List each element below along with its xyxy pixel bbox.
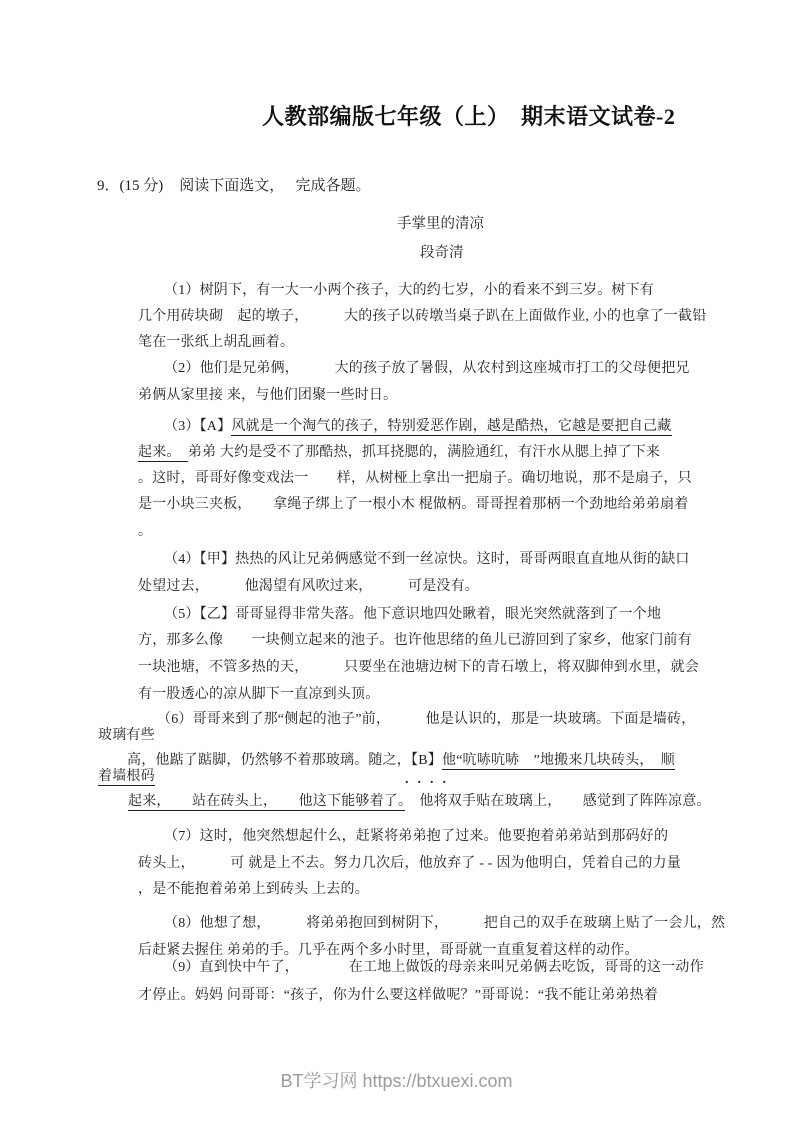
essay-title: 手掌里的清凉 (397, 216, 484, 232)
essay-text-line (138, 388, 397, 404)
essay-text-line (127, 753, 675, 769)
text-segment: （3）【A】 (164, 419, 232, 434)
text-segment: （5）【乙】哥哥显得非常失落。他下意识地四处瞅着，眼光突然就落到了一个地 (164, 607, 662, 622)
essay-text-line (138, 309, 706, 325)
underlined-segment: 起来。 (138, 445, 188, 460)
essay-text-line (164, 829, 668, 845)
text-segment: （2）他们是兄弟俩， 大的孩子放了暑假，从农村到这座城市打工的父母便把兄 (164, 361, 690, 376)
text-segment: 砖头上， 可 就是上不去。努力几次后，他放弃了 - - 因为他明白，凭着自己的力量 (138, 856, 681, 871)
essay-text-line (164, 607, 661, 623)
text-segment: （6）哥哥来到了那“侧起的池子”前， 他是认识的，那是一块玻璃。下面是墙砖， (157, 712, 696, 727)
emphasis-dots: .... (405, 772, 455, 787)
underlined-segment: 着墙根码 (98, 769, 155, 784)
text-segment: 。这时，哥哥好像变戏法一 样，从树桠上拿出一把扇子。确切地说，那不是扇子，只 (138, 471, 692, 486)
text-segment: ，是不能抱着弟弟上到砖头 上去的。 (138, 882, 369, 897)
essay-text-line (164, 419, 672, 435)
text-segment: （1）树阴下，有一大一小两个孩子，大的约七岁，小的看来不到三岁。树下有 (164, 283, 654, 298)
text-segment: 他将双手贴在玻璃上， 感觉到了阵阵凉意。 (405, 794, 711, 809)
text-segment: 高，他踮了踮脚，仍然够不着那玻璃。随之，【B】 (127, 753, 442, 768)
essay-text-line (164, 283, 654, 299)
question-header (97, 174, 371, 195)
essay-text-line (138, 471, 692, 487)
essay-text-line (138, 687, 379, 703)
essay-text-line (138, 943, 639, 959)
page-title: 人教部编版七年级（上） 期末语文试卷-2 (262, 104, 676, 129)
essay-text-line (164, 361, 690, 377)
text-segment: （4）【甲】热热的风让兄弟俩感觉不到一丝凉快。这时，哥哥两眼直直地从街的缺口 (164, 552, 690, 567)
essay-text-line (98, 728, 155, 744)
text-segment: 是一小块三夹板， 拿绳子绑上了一根小木 棍做柄。哥哥捏着那柄一个劲地给弟弟扇着 (138, 497, 689, 512)
essay-author: 段奇清 (420, 245, 464, 261)
essay-text-line (138, 445, 660, 461)
essay-text-line (138, 335, 294, 351)
footer-watermark: BT学习网 https://btxuexi.com (280, 1071, 513, 1091)
text-segment: （7）这时，他突然想起什么，赶紧将弟弟抱了过来。他要抱着弟弟站到那码好的 (164, 829, 669, 844)
essay-text-line (128, 794, 711, 810)
text-segment: 处望过去， 他渴望有风吹过来， 可是没有。 (138, 579, 479, 594)
essay-text-line (164, 916, 725, 932)
essay-text-line (98, 769, 155, 785)
essay-text-line (138, 497, 689, 513)
essay-text-line (138, 856, 681, 872)
underlined-segment: 起来， 站在砖头上， 他这下能够着了。 (128, 794, 406, 809)
essay-text-line (138, 633, 692, 649)
essay-text-line (138, 882, 369, 898)
underlined-segment: 他“吭哧吭哧 ”地搬来几块砖头， 顺 (441, 753, 675, 768)
essay-text-line (138, 660, 699, 676)
essay-text-line (164, 960, 704, 976)
text-segment: 弟弟 大约是受不了那酷热，抓耳挠腮的，满脸通红，有汗水从腮上掉了下来 (187, 445, 661, 460)
question-score: (15 分) (119, 178, 164, 194)
essay-text-line (138, 579, 479, 595)
text-segment: 笔在一张纸上胡乱画着。 (138, 335, 295, 350)
text-segment: 方，那多么像 一块侧立起来的池子。也许他思绪的鱼儿已游回到了家乡，他家门前有 (138, 633, 692, 648)
text-segment: 几个用砖块砌 起的墩子， 大的孩子以砖墩当桌子趴在上面做作业, 小的也拿了一截铅 (138, 309, 707, 324)
underlined-segment: 风就是一个淘气的孩子，特别爱恶作剧，越是酷热，它越是要把自己藏 (231, 419, 672, 434)
text-segment: （8）他想了想， 将弟弟抱回到树阴下， 把自己的双手在玻璃上贴了一会儿，然 (164, 916, 726, 931)
text-segment: 有一股透心的凉从脚下一直凉到头顶。 (138, 687, 380, 702)
question-number: 9． (97, 178, 120, 194)
essay-text-line (157, 712, 695, 728)
text-segment: 。 (138, 524, 153, 539)
text-segment: （9）直到快中午了， 在工地上做饭的母亲来叫兄弟俩去吃饭，哥哥的这一动作 (164, 960, 704, 975)
essay-text-line (405, 772, 455, 788)
essay-text-line (138, 988, 658, 1004)
text-segment: 才停止。妈妈 问哥哥：“孩子，你为什么要这样做呢？”哥哥说：“我不能让弟弟热着 (138, 988, 658, 1003)
essay-text-line (164, 552, 690, 568)
text-segment: 弟俩从家里接 来，与他们团聚一些时日。 (138, 388, 398, 403)
text-segment: 一块池塘，不管多热的天， 只要坐在池塘边树下的青石墩上，将双脚伸到水里，就会 (138, 660, 699, 675)
text-segment: 后赶紧去握住 弟弟的手。几乎在两个多小时里，哥哥就一直重复着这样的动作。 (138, 943, 639, 958)
text-segment: 玻璃有些 (98, 728, 155, 743)
essay-text-line (138, 524, 152, 540)
question-instruction: 阅读下面选文， 完成各题。 (179, 178, 371, 194)
